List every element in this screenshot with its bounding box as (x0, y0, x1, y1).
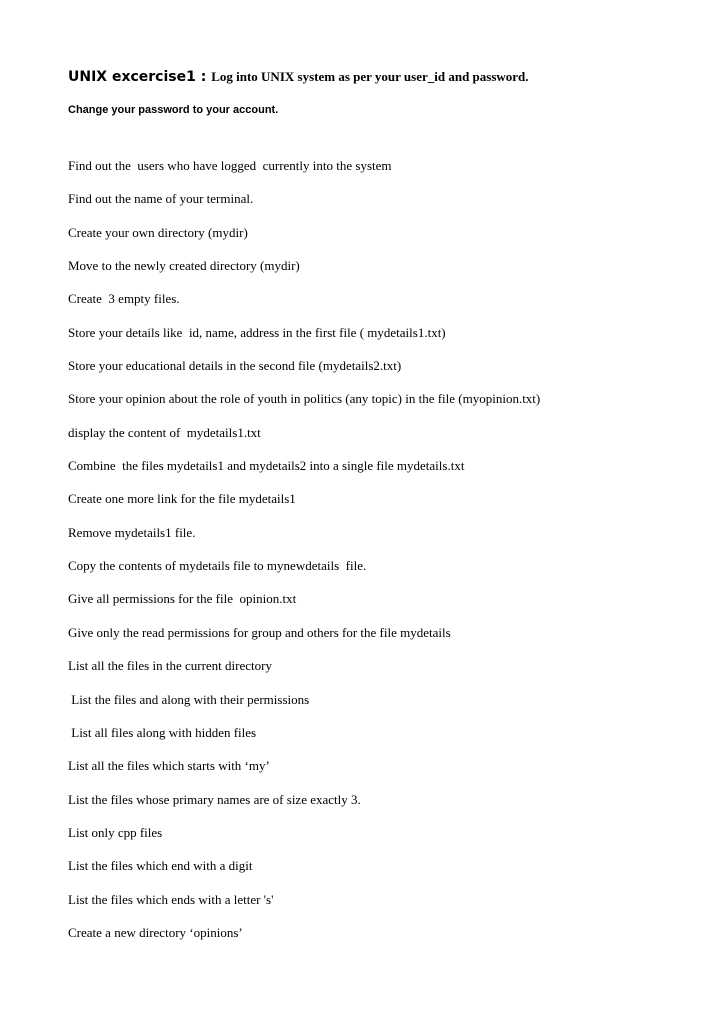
task-item: Copy the contents of mydetails file to mynewdetails file. (68, 558, 367, 574)
task-item: Combine the files mydetails1 and mydetails2 into a single file mydetails.txt (68, 458, 465, 474)
task-item: Create one more link for the file mydetails1 (68, 491, 296, 507)
task-item: Create your own directory (mydir) (68, 224, 248, 240)
task-item: Remove mydetails1 file. (68, 524, 196, 540)
task-item: List all the files which starts with ‘my’ (68, 758, 270, 774)
task-item: List the files which ends with a letter 's' (68, 891, 274, 907)
exercise-heading (68, 67, 529, 87)
task-item: Give all permissions for the file opinion.txt (68, 591, 297, 607)
task-item: List all the files in the current directory (68, 658, 272, 674)
task-item: List all files along with hidden files (68, 724, 257, 740)
task-item: Create a new directory ‘opinions’ (68, 924, 243, 940)
exercise-title: UNIX excercise1 : (68, 69, 212, 85)
task-item: Find out the name of your terminal. (68, 191, 254, 207)
task-item: List the files and along with their permissions (68, 691, 310, 707)
task-item: List only cpp files (68, 824, 163, 840)
task-item: List the files which end with a digit (68, 858, 253, 874)
task-item: Create 3 empty files. (68, 291, 180, 307)
task-item: Store your educational details in the second file (mydetails2.txt) (68, 358, 402, 374)
task-item: Store your opinion about the role of youth in politics (any topic) in the file (myopinion.txt) (68, 391, 541, 407)
task-item: Give only the read permissions for group and others for the file mydetails (68, 624, 451, 640)
task-item: Find out the users who have logged currently into the system (68, 158, 392, 173)
login-instruction: Log into UNIX system as per your user_id and password. (211, 69, 529, 84)
task-item: Store your details like id, name, address in the first file ( mydetails1.txt) (68, 324, 446, 340)
password-instruction: Change your password to your account. (68, 104, 279, 116)
task-item: List the files whose primary names are of size exactly 3. (68, 791, 361, 807)
task-item: Move to the newly created directory (mydir) (68, 258, 300, 274)
task-list (68, 157, 540, 957)
task-item: display the content of mydetails1.txt (68, 424, 261, 440)
